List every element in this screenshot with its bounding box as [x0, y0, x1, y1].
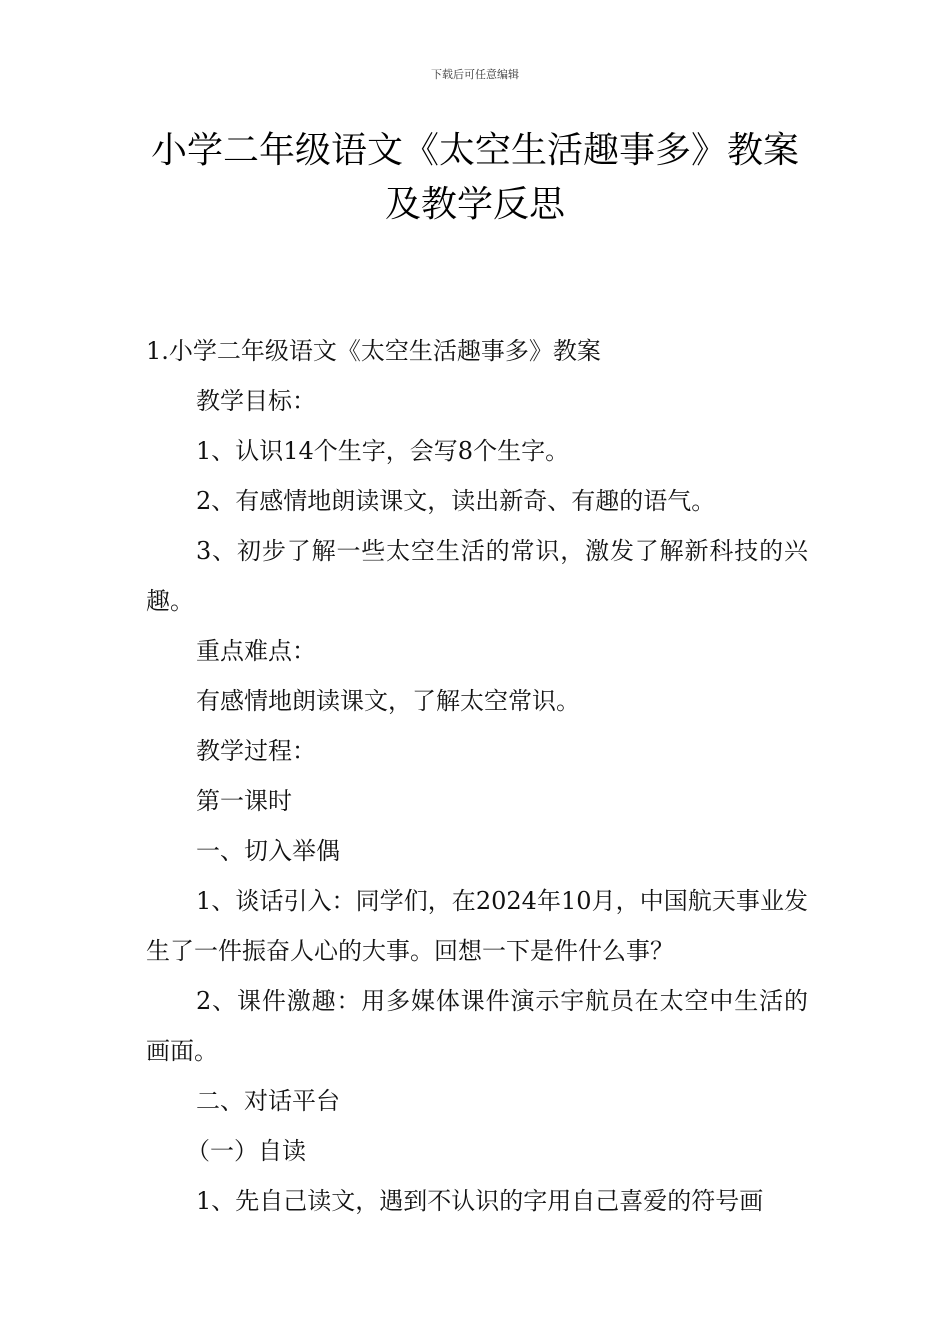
title-line-1: 小学二年级语文《太空生活趣事多》教案	[150, 130, 799, 171]
paragraph: 教学目标：	[196, 387, 316, 415]
paragraph: 教学过程：	[196, 737, 316, 765]
paragraph: 3、初步了解一些太空生活的常识，激发了解新科技的兴趣。	[146, 537, 808, 615]
document-title	[0, 124, 950, 232]
paragraph: 第一课时	[196, 787, 292, 815]
paragraph: 有感情地朗读课文，了解太空常识。	[196, 687, 580, 715]
paragraph: 二、对话平台	[196, 1087, 340, 1115]
paragraph: 1、认识14个生字，会写8个生字。	[196, 437, 570, 465]
paragraph: 2、有感情地朗读课文，读出新奇、有趣的语气。	[196, 487, 716, 515]
header-note: 下载后可任意编辑	[431, 68, 519, 81]
paragraph: 一、切入举偶	[196, 837, 340, 865]
paragraph: 2、课件激趣：用多媒体课件演示宇航员在太空中生活的画面。	[146, 987, 808, 1065]
paragraph: 重点难点：	[196, 637, 316, 665]
paragraph: 1、先自己读文，遇到不认识的字用自己喜爱的符号画	[196, 1187, 764, 1215]
title-line-2: 及教学反思	[384, 184, 565, 225]
document-body	[146, 326, 808, 1226]
section-heading: 1.小学二年级语文《太空生活趣事多》教案	[146, 337, 601, 365]
paragraph: （一）自读	[186, 1137, 306, 1165]
paragraph: 1、谈话引入：同学们，在2024年10月，中国航天事业发生了一件振奋人心的大事。回想一下是件什么事？	[146, 887, 808, 965]
